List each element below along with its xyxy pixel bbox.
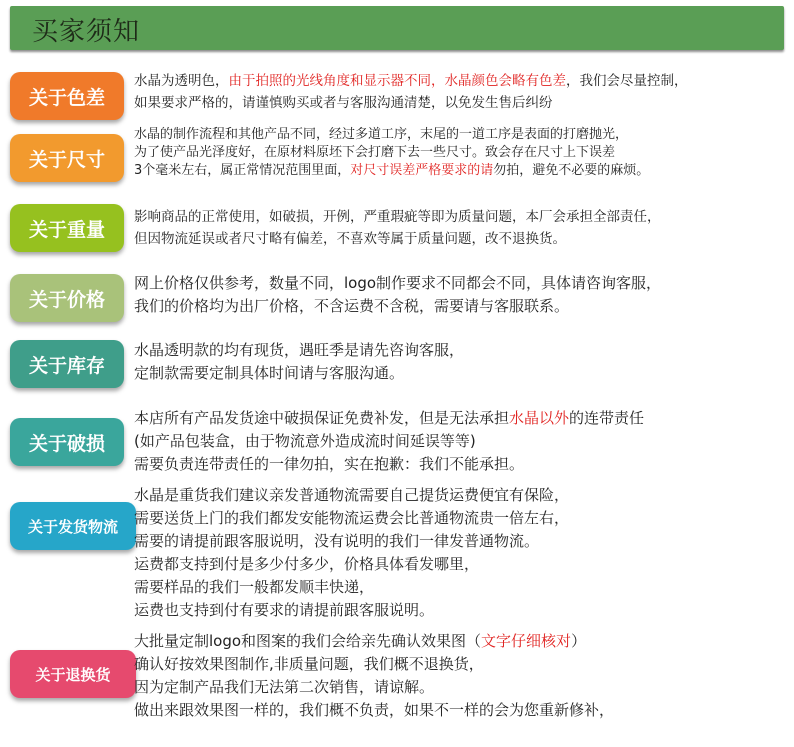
body-text: 需要样品的我们一般都发顺丰快递， [134, 578, 375, 596]
body-text: 需要送货上门的我们都发安能物流运费会比普通物流贵一倍左右， [134, 509, 570, 527]
text-line [134, 553, 569, 576]
highlight-text: 水晶以外 [509, 409, 570, 427]
body-text: 本店所有产品发货途中破损保证免费补发，但是无法承担 [134, 409, 510, 427]
text-line [134, 453, 644, 476]
text-line [134, 228, 661, 250]
header-bar [10, 6, 784, 50]
text-line [134, 126, 649, 144]
page-title: 买家须知 [32, 17, 141, 47]
body-text: ，我们会尽量控制， [566, 73, 688, 89]
section-text-stock [134, 339, 464, 385]
body-text: 确认好按效果图制作,非质量问题，我们概不退换货， [134, 655, 484, 673]
section-badge-stock: 关于库存 [10, 340, 124, 388]
highlight-text: 由于拍照的光线角度和显示器不同，水晶颜色会略有色差 [228, 73, 566, 89]
text-line [134, 407, 644, 430]
body-text: 网上价格仅供参考，数量不同，logo制作要求不同都会不同，具体请咨询客服， [134, 274, 662, 292]
section-badge-size: 关于尺寸 [10, 134, 124, 182]
text-line [134, 92, 688, 114]
highlight-text: 对尺寸误差严格要求的请 [350, 163, 494, 178]
body-text: 运费都支持到付是多少付多少，价格具体看发哪里， [134, 555, 480, 573]
highlight-text: 文字仔细核对 [481, 632, 572, 650]
text-line [134, 362, 464, 385]
body-text: 勿拍，避免不必要的麻烦。 [493, 163, 650, 178]
text-line [134, 507, 569, 530]
body-text: 水晶是重货我们建议亲发普通物流需要自己提货运费便宜有保险， [134, 486, 570, 504]
text-line [134, 430, 644, 453]
section-text-shipping [134, 484, 569, 622]
section-badge-damage: 关于破损 [10, 418, 124, 466]
body-text: 大批量定制logo和图案的我们会给亲先确认效果图（ [134, 632, 482, 650]
section-text-price [134, 272, 661, 318]
body-text: 3个毫米左右，属正常情况范围里面， [134, 163, 351, 178]
section-badge-color-difference: 关于色差 [10, 72, 124, 120]
section-text-weight [134, 206, 661, 250]
body-text: (如产品包装盒，由于物流意外造成流时间延误等等) [134, 432, 476, 450]
text-line [134, 599, 569, 622]
text-line [134, 272, 661, 295]
section-badge-return: 关于退换货 [10, 650, 136, 698]
text-line [134, 144, 649, 162]
body-text: ） [571, 632, 587, 650]
text-line [134, 484, 569, 507]
body-text: 水晶透明款的均有现货，遇旺季是请先咨询客服， [134, 341, 465, 359]
text-line [134, 339, 464, 362]
body-text: 水晶的制作流程和其他产品不同，经过多道工序，末尾的一道工序是表面的打磨抛光， [134, 127, 629, 142]
text-line [134, 206, 661, 228]
body-text: 的连带责任 [569, 409, 645, 427]
body-text: 我们的价格均为出厂价格，不含运费不含税，需要请与客服联系。 [134, 297, 570, 315]
body-text: 因为定制产品我们无法第二次销售，请谅解。 [134, 678, 435, 696]
text-line [134, 70, 688, 92]
text-line [134, 676, 614, 699]
section-text-size [134, 126, 649, 180]
section-badge-shipping: 关于发货物流 [10, 502, 136, 550]
body-text: 做出来跟效果图一样的，我们概不负责，如果不一样的会为您重新修补， [134, 701, 615, 719]
text-line [134, 630, 614, 653]
body-text: 需要的请提前跟客服说明，没有说明的我们一律发普通物流。 [134, 532, 540, 550]
body-text: 水晶为透明色， [134, 73, 229, 89]
text-line [134, 653, 614, 676]
section-text-return [134, 630, 614, 722]
body-text: 需要负责连带责任的一律勿拍，实在抱歉：我们不能承担。 [134, 455, 525, 473]
section-text-damage [134, 407, 644, 476]
section-badge-price: 关于价格 [10, 274, 124, 322]
body-text: 影响商品的正常使用，如破损，开例，严重瑕疵等即为质量问题，本厂会承担全部责任， [134, 209, 661, 225]
body-text: 运费也支持到付有要求的请提前跟客服说明。 [134, 601, 435, 619]
section-text-color-difference [134, 70, 688, 114]
body-text: 为了使产品光泽度好，在原材料原坯下会打磨下去一些尺寸。致会存在尺寸上下误差 [134, 145, 616, 160]
text-line [134, 295, 661, 318]
section-badge-weight: 关于重量 [10, 204, 124, 252]
text-line [134, 576, 569, 599]
body-text: 如果要求严格的，请谨慎购买或者与客服沟通清楚，以免发生售后纠纷 [134, 95, 553, 111]
text-line [134, 162, 649, 180]
text-line [134, 699, 614, 722]
body-text: 定制款需要定制具体时间请与客服沟通。 [134, 364, 405, 382]
text-line [134, 530, 569, 553]
body-text: 但因物流延误或者尺寸略有偏差，不喜欢等属于质量问题，改不退换货。 [134, 231, 566, 247]
